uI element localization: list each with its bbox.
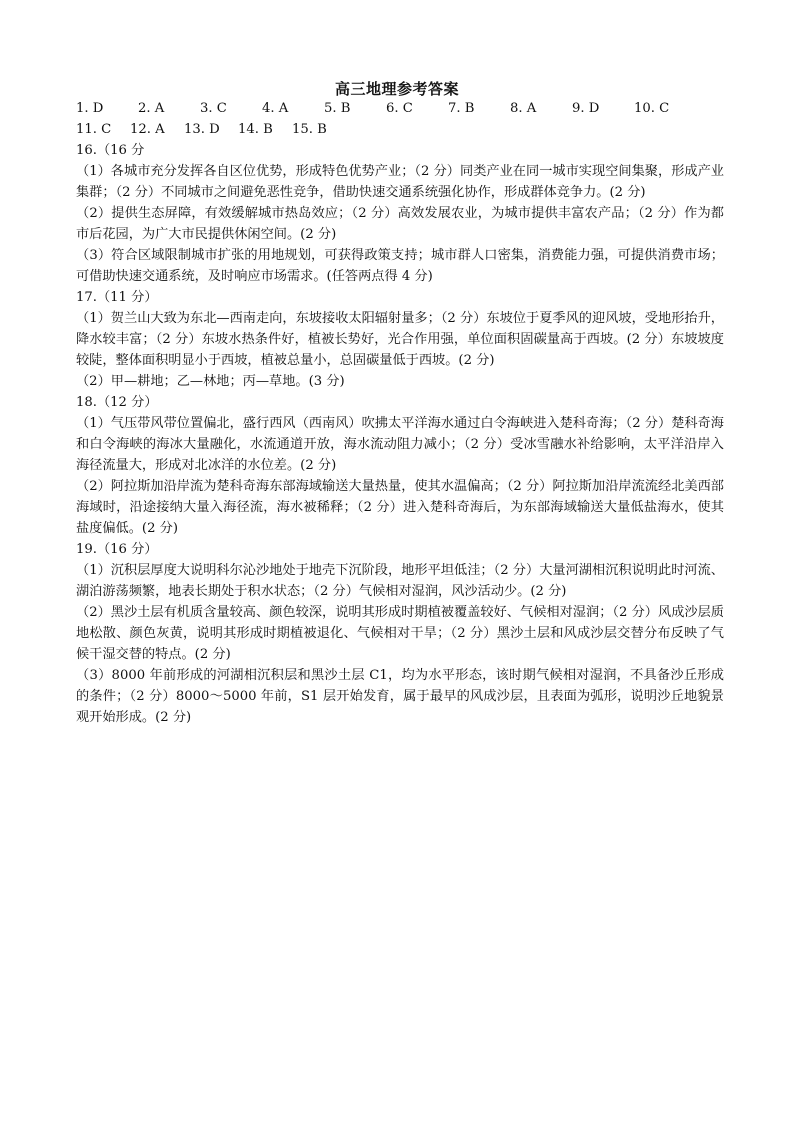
mc-answer: 15. B bbox=[292, 122, 327, 137]
mc-answer: 7. B bbox=[448, 101, 475, 116]
mc-answer: 11. C bbox=[76, 122, 112, 137]
mc-answer: 4. A bbox=[262, 101, 289, 116]
mc-answer: 8. A bbox=[510, 101, 537, 116]
question-16-part-3: （3）符合区域限制城市扩张的用地规划，可获得政策支持；城市群人口密集，消费能力强，可提供消费市场；可借助快速交通系统，及时响应市场需求。(任答两点得 4 分) bbox=[76, 248, 724, 284]
question-17-heading: 17.（11 分） bbox=[76, 290, 158, 305]
question-17-part-2: （2）甲—耕地；乙—林地；丙—草地。(3 分) bbox=[76, 374, 345, 389]
question-19-part-2: （2）黑沙土层有机质含量较高、颜色较深，说明其形成时期植被覆盖较好、气候相对湿润；（2 分）风成沙层质地松散、颜色灰黄，说明其形成时期植被退化、气候相对干旱；（2 分）黑沙土层和风成沙层交替分布反映了气候干湿交替的特点。(2 分) bbox=[76, 605, 724, 662]
question-16-part-1: （1）各城市充分发挥各自区位优势，形成特色优势产业；（2 分）同类产业在同一城市实现空间集聚，形成产业集群；（2 分）不同城市之间避免恶性竞争，借助快速交通系统强化协作，形成群体竞争力。(2 分) bbox=[76, 164, 724, 200]
mc-answer: 9. D bbox=[572, 101, 600, 116]
question-18-part-2: （2）阿拉斯加沿岸流为楚科奇海东部海域输送大量热量，使其水温偏高；（2 分）阿拉斯加沿岸流流经北美西部海域时，沿途接纳大量入海径流，海水被稀释；（2 分）进入楚科奇海后，为东部海域输送大量低盐海水，使其盐度偏低。(2 分) bbox=[76, 479, 724, 536]
answer-content bbox=[76, 98, 724, 728]
mc-answer: 2. A bbox=[138, 101, 165, 116]
question-19-part-1: （1）沉积层厚度大说明科尔沁沙地处于地壳下沉阶段，地形平坦低洼；（2 分）大量河湖相沉积说明此时河流、湖泊游荡频繁，地表长期处于积水状态；（2 分）气候相对湿润，风沙活动少。(2 分) bbox=[76, 563, 724, 599]
question-17-part-1: （1）贺兰山大致为东北—西南走向，东坡接收太阳辐射量多；（2 分）东坡位于夏季风的迎风坡，受地形抬升，降水较丰富；（2 分）东坡水热条件好，植被长势好，光合作用强，单位面积固碳量高于西坡。(2 分）东坡坡度较陡，整体面积明显小于西坡，植被总量小，总固碳量低于西坡。(2 分) bbox=[76, 311, 724, 368]
mc-answer: 1. D bbox=[76, 101, 104, 116]
mc-answer: 5. B bbox=[324, 101, 351, 116]
question-16-heading: 16.（16 分 bbox=[76, 143, 145, 158]
question-18-heading: 18.（12 分） bbox=[76, 395, 158, 410]
mc-answer: 10. C bbox=[634, 101, 670, 116]
multiple-choice-row-1 bbox=[76, 98, 724, 119]
question-19-part-3: （3）8000 年前形成的河湖相沉积层和黑沙土层 C1，均为水平形态，该时期气候相对湿润，不具备沙丘形成的条件；（2 分）8000～5000 年前，S1 层开始发育，属于最早的风成沙层，且表面为弧形，说明沙丘地貌景观开始形成。(2 分) bbox=[76, 668, 724, 725]
multiple-choice-row-2 bbox=[76, 119, 724, 140]
mc-answer: 12. A bbox=[130, 122, 165, 137]
mc-answer: 13. D bbox=[184, 122, 220, 137]
page-title: 高三地理参考答案 bbox=[334, 80, 459, 98]
mc-answer: 6. C bbox=[386, 101, 413, 116]
mc-answer: 14. B bbox=[238, 122, 273, 137]
question-19-heading: 19.（16 分） bbox=[76, 542, 158, 557]
question-16-part-2: （2）提供生态屏障，有效缓解城市热岛效应；（2 分）高效发展农业，为城市提供丰富农产品；（2 分）作为都市后花园，为广大市民提供休闲空间。(2 分) bbox=[76, 206, 724, 242]
mc-answer: 3. C bbox=[200, 101, 227, 116]
question-18-part-1: （1）气压带风带位置偏北，盛行西风（西南风）吹拂太平洋海水通过白令海峡进入楚科奇海；（2 分）楚科奇海和白令海峡的海冰大量融化，水流通道开放，海水流动阻力减小；（2 分）受冰雪融水补给影响，太平洋沿岸入海径流量大，形成对北冰洋的水位差。(2 分) bbox=[76, 416, 724, 473]
